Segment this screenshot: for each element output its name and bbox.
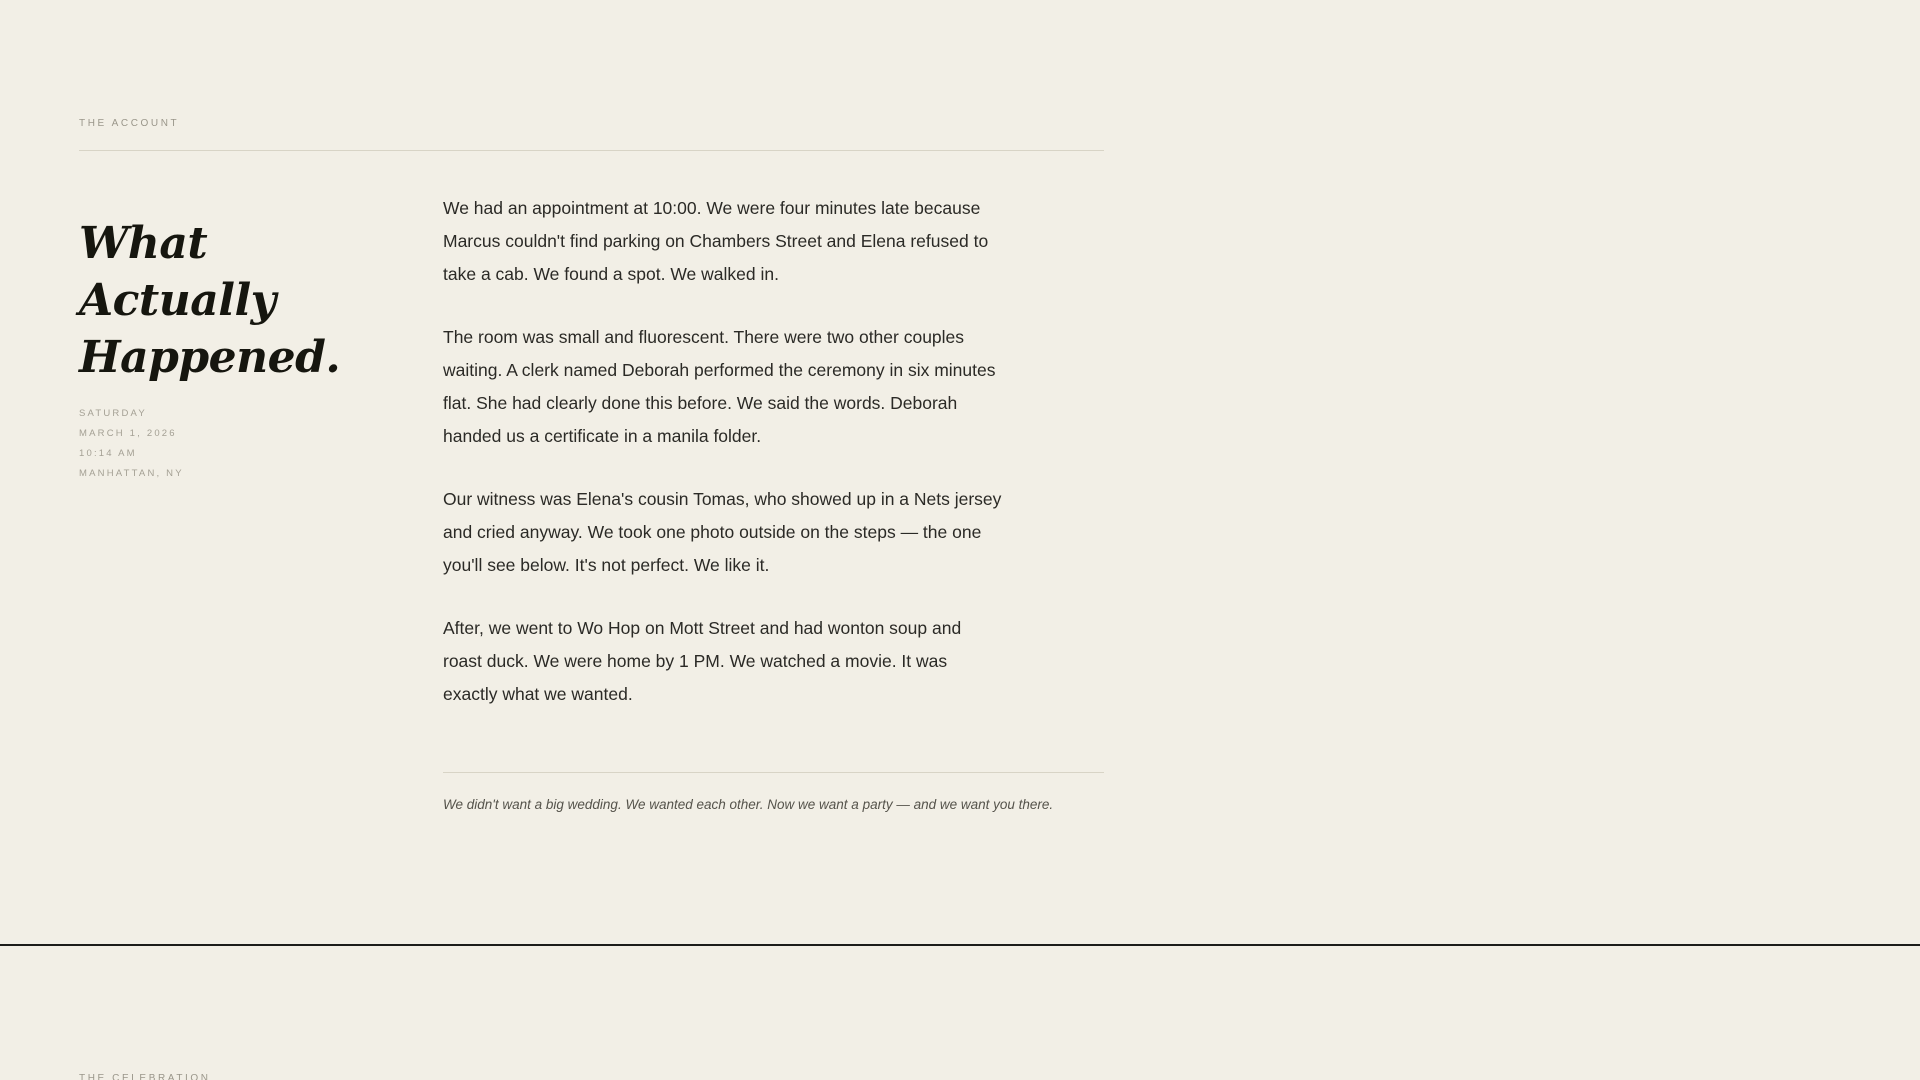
meta-location: MANHATTAN, NY — [79, 468, 184, 479]
kicker-divider — [443, 772, 1104, 773]
page-title: What Actually Happened. — [79, 218, 341, 384]
meta-date: MARCH 1, 2026 — [79, 428, 177, 439]
article-meta — [79, 404, 184, 484]
section-the-celebration — [0, 946, 1920, 1080]
meta-weekday: SATURDAY — [79, 408, 147, 419]
body-paragraph: Our witness was Elena's cousin Tomas, who showed up in a Nets jersey and cried anyway. We took one photo outside on the steps — the one you'll see below. It's not perfect. We like it. — [443, 489, 1002, 575]
article-body — [443, 192, 1003, 711]
body-paragraph: We had an appointment at 10:00. We were four minutes late because Marcus couldn't find parking on Chambers Street and Elena refused to take a cab. We found a spot. We walked in. — [443, 198, 989, 284]
top-divider — [79, 150, 1104, 151]
closing-kicker: We didn't want a big wedding. We wanted each other. Now we want a party — and we want you there. — [443, 797, 1054, 812]
section-eyebrow: THE ACCOUNT — [79, 118, 180, 129]
body-paragraph: After, we went to Wo Hop on Mott Street and had wonton soup and roast duck. We were home by 1 PM. We watched a movie. It was exactly what we wanted. — [443, 618, 962, 704]
body-paragraph: The room was small and fluorescent. There were two other couples waiting. A clerk named Deborah performed the ceremony in six minutes flat. She had clearly done this before. We said the words. Deborah handed us a certificate in a manila folder. — [443, 327, 996, 446]
section-eyebrow-celebration: THE CELEBRATION — [79, 1073, 211, 1080]
meta-time: 10:14 AM — [79, 448, 137, 459]
